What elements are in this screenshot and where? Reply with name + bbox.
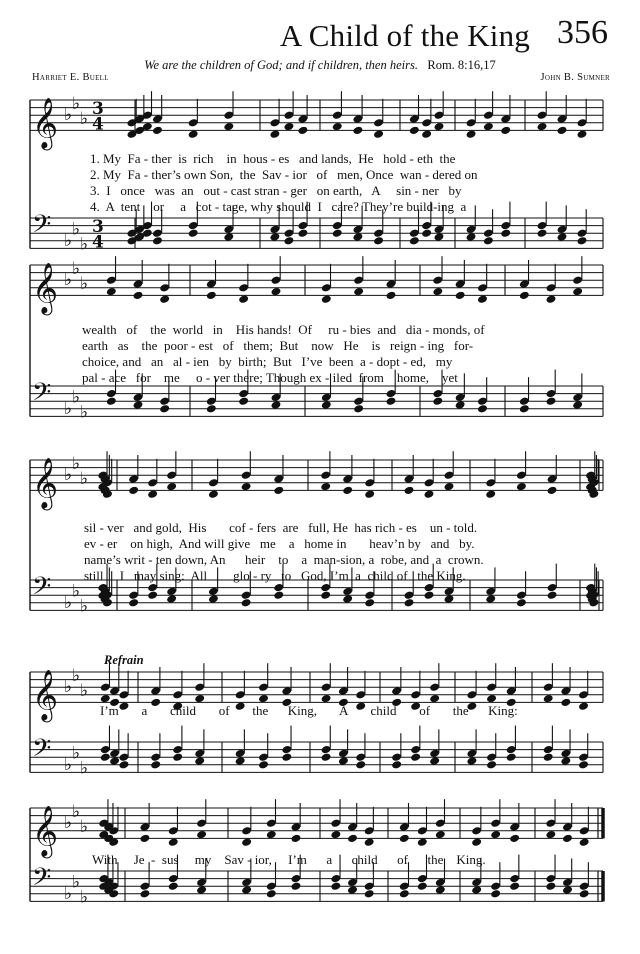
lyric-line-system-2-verse-2: earth as the poor - est of them; But now He is reign - ing for-: [82, 338, 474, 353]
note-head: [404, 598, 415, 608]
flat-sign: ♭: [64, 883, 73, 904]
note-head: [500, 228, 511, 238]
flat-sign: ♭: [64, 230, 73, 251]
note-head: [399, 889, 410, 899]
note-head: [352, 126, 363, 136]
bass-clef: 𝄢: [32, 863, 52, 899]
flat-sign: ♭: [64, 677, 73, 698]
note-head: [509, 881, 520, 891]
note-head: [283, 236, 294, 246]
note-head: [133, 291, 144, 301]
time-signature-bass-top: 3: [92, 217, 104, 238]
note-head: [500, 126, 511, 136]
flat-sign: ♭: [80, 596, 89, 617]
lyric-line-system-2-verse-4: pal - ace for me o - ver there; Though ex - iled from home, yet: [82, 370, 458, 385]
treble-clef: 𝄞: [32, 805, 59, 857]
note-head: [321, 752, 332, 762]
note-head: [320, 590, 331, 600]
note-head: [509, 834, 520, 844]
note-head: [486, 760, 497, 770]
lyric-line-system-3-verse-1: sil - ver and gold, His cof - fers are full, He has rich - es un - told.: [84, 520, 478, 535]
lyric-line-system-1-verse-4: 4. A tent or a cot - tage, why should I care? They’re build-ing a: [90, 199, 467, 214]
note-head: [516, 598, 527, 608]
flat-sign: ♭: [72, 665, 81, 686]
note-head: [128, 486, 139, 496]
note-head: [547, 590, 558, 600]
lyricist-credit: Harriet E. Buell: [32, 72, 109, 83]
flat-sign: ♭: [64, 754, 73, 775]
note-head: [342, 486, 353, 496]
note-head: [290, 834, 301, 844]
note-head: [273, 486, 284, 496]
note-head: [297, 126, 308, 136]
flat-sign: ♭: [72, 801, 81, 822]
note-head: [172, 752, 183, 762]
note-head: [483, 236, 494, 246]
flat-sign: ♭: [72, 581, 81, 602]
flat-sign: ♭: [72, 743, 81, 764]
refrain-label: Refrain: [104, 653, 144, 667]
hymn-number: 356: [557, 14, 608, 51]
note-head: [519, 291, 530, 301]
flat-sign: ♭: [64, 270, 73, 291]
treble-clef: 𝄞: [32, 669, 59, 721]
note-head: [578, 760, 589, 770]
note-head: [364, 598, 375, 608]
lyric-line-system-1-verse-1: 1. My Fa - ther is rich in hous - es and lands, He hold - eth the: [90, 151, 456, 166]
treble-clef: 𝄞: [32, 97, 59, 149]
note-head: [560, 698, 571, 708]
time-signature-treble-bottom: 4: [92, 114, 104, 135]
note-head: [290, 881, 301, 891]
note-head: [546, 396, 557, 406]
flat-sign: ♭: [64, 592, 73, 613]
flat-sign: ♭: [72, 258, 81, 279]
flat-sign: ♭: [72, 387, 81, 408]
flat-sign: ♭: [80, 817, 89, 837]
lyric-line-system-4-verse-1: I’m a child of the King, A child of the King:: [100, 703, 518, 718]
note-head: [152, 126, 163, 136]
note-head: [241, 598, 252, 608]
flat-sign: ♭: [64, 465, 73, 486]
bass-clef: 𝄢: [32, 572, 52, 608]
lyric-line-system-3-verse-2: ev - er on high, And will give me a home in heav’n by and by.: [84, 536, 475, 551]
note-head: [168, 881, 179, 891]
lyric-line-system-1-verse-3: 3. I once was an out - cast stran - ger on earth, A sin - ner by: [90, 183, 462, 198]
note-head: [543, 752, 554, 762]
note-head: [139, 889, 150, 899]
note-head: [281, 752, 292, 762]
note-head: [147, 590, 158, 600]
note-head: [273, 590, 284, 600]
flat-sign: ♭: [72, 219, 81, 240]
flat-sign: ♭: [72, 453, 81, 474]
note-head: [266, 889, 277, 899]
note-head: [353, 404, 364, 414]
note-head: [399, 834, 410, 844]
flat-sign: ♭: [72, 93, 81, 114]
treble-clef: 𝄞: [32, 457, 59, 509]
note-head: [409, 236, 420, 246]
flat-sign: ♭: [80, 234, 89, 255]
note-head: [150, 760, 161, 770]
note-head: [385, 291, 396, 301]
note-head: [424, 590, 435, 600]
note-head: [417, 881, 428, 891]
note-head: [537, 228, 548, 238]
bass-clef: 𝄢: [32, 378, 52, 414]
note-head: [519, 404, 530, 414]
flat-sign: ♭: [80, 758, 89, 779]
flat-sign: ♭: [72, 872, 81, 893]
note-head: [332, 228, 343, 238]
note-head: [545, 881, 556, 891]
lyric-line-system-3-verse-3: name’s writ - ten down, An heir to a man-sion, a robe, and a crown.: [84, 552, 484, 567]
note-head: [455, 291, 466, 301]
note-head: [391, 760, 402, 770]
note-head: [490, 889, 501, 899]
note-head: [152, 236, 163, 246]
flat-sign: ♭: [80, 402, 89, 423]
note-head: [238, 396, 249, 406]
note-head: [258, 760, 269, 770]
note-head: [364, 889, 375, 899]
note-head: [432, 396, 443, 406]
flat-sign: ♭: [80, 887, 89, 908]
note-head: [188, 228, 199, 238]
lyric-line-system-1-verse-2: 2. My Fa - ther’s own Son, the Sav - ior of men, Once wan - dered on: [90, 167, 478, 182]
hymn-title: A Child of the King: [279, 18, 530, 53]
note-head: [206, 404, 217, 414]
note-head: [100, 752, 111, 762]
note-head: [159, 404, 170, 414]
note-head: [547, 486, 558, 496]
note-head: [206, 291, 217, 301]
note-head: [557, 126, 568, 136]
note-head: [347, 834, 358, 844]
epigraph-quote: We are the children of God; and if children, then heirs.: [144, 58, 418, 72]
lyric-line-system-3-verse-4: still I may sing: All glo - ry to God, I’m a child of the King.: [84, 568, 466, 583]
flat-sign: ♭: [64, 813, 73, 834]
note-head: [373, 236, 384, 246]
time-signature-bass-bottom: 4: [92, 232, 104, 253]
note-head: [404, 486, 415, 496]
composer-credit: John B. Sumner: [540, 72, 610, 83]
bass-clef: 𝄢: [32, 734, 52, 770]
lyric-line-system-2-verse-3: choice, and an al - ien by birth; But I’ve been a - dopt - ed, my: [82, 354, 453, 369]
note-head: [421, 228, 432, 238]
bass-clef: 𝄢: [32, 210, 52, 246]
note-head: [355, 760, 366, 770]
note-head: [577, 236, 588, 246]
flat-sign: ♭: [80, 274, 89, 294]
note-head: [579, 889, 590, 899]
time-signature-treble-top: 3: [92, 99, 104, 120]
lyric-line-system-2-verse-1: wealth of the world in His hands! Of ru - bies and dia - monds, of: [82, 322, 485, 337]
note-head: [506, 752, 517, 762]
note-head: [128, 598, 139, 608]
flat-sign: ♭: [80, 681, 89, 701]
note-head: [118, 760, 129, 770]
epigraph-reference: Rom. 8:16,17: [427, 58, 496, 72]
treble-clef: 𝄞: [32, 262, 59, 314]
lyric-line-system-5-verse-1: With Je - sus my Sav - ior, I’m a child of the King.: [92, 852, 486, 867]
flat-sign: ♭: [64, 398, 73, 419]
note-head: [409, 126, 420, 136]
flat-sign: ♭: [64, 105, 73, 126]
note-head: [297, 228, 308, 238]
flat-sign: ♭: [80, 469, 89, 489]
note-head: [385, 396, 396, 406]
flat-sign: ♭: [80, 109, 89, 129]
note-head: [410, 752, 421, 762]
note-head: [477, 404, 488, 414]
note-head: [139, 834, 150, 844]
note-head: [106, 396, 117, 406]
note-head: [562, 834, 573, 844]
note-head: [330, 881, 341, 891]
